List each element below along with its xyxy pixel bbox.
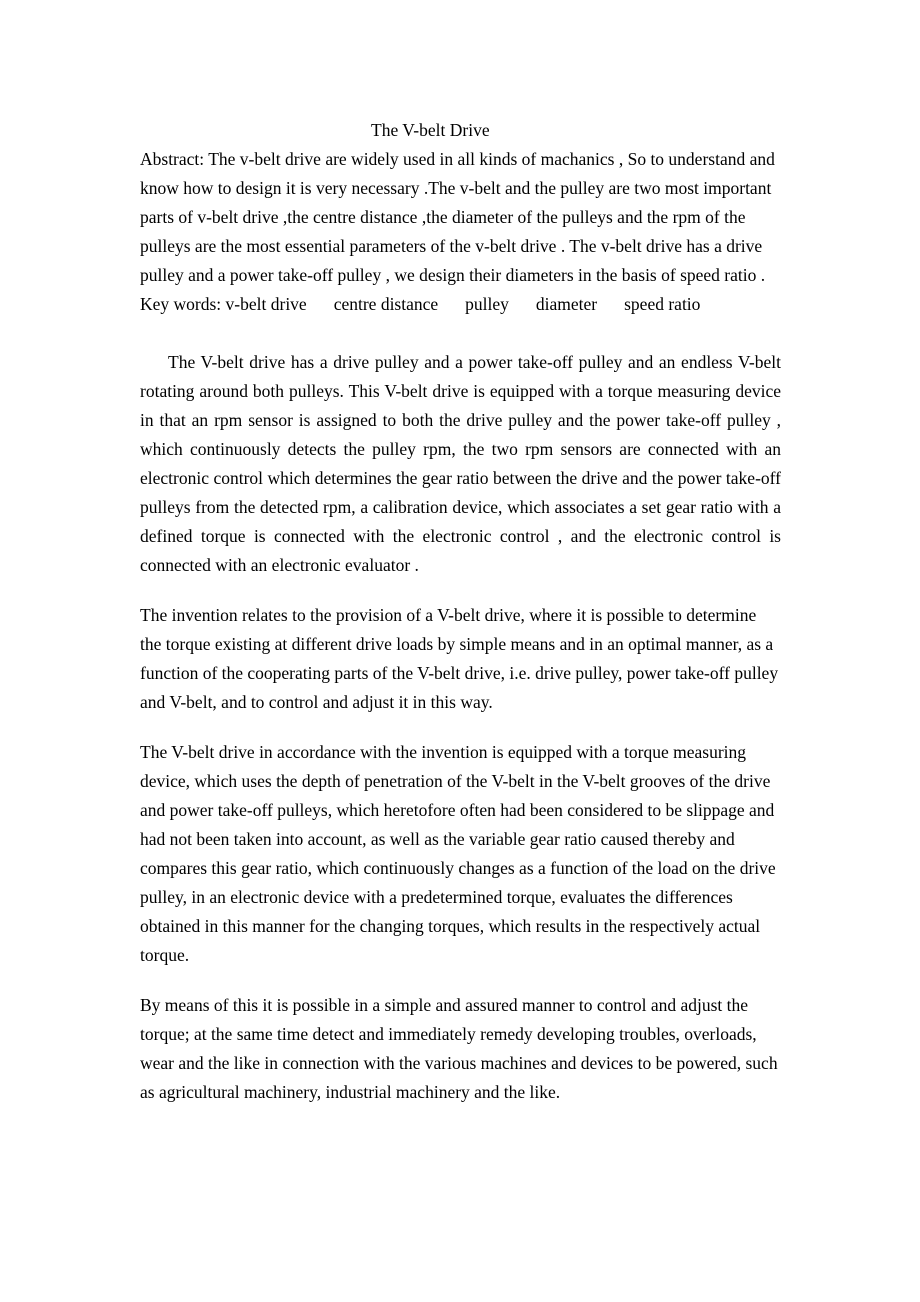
body-paragraph-2: The invention relates to the provision of a V-belt drive, where it is possible to determine the torque existing at different drive loads by simple means and in an optimal manner, as a function of the cooperating parts of the V-belt drive, i.e. drive pulley, power take-off pulley and V-belt, and to control and adjust it in this way. — [140, 605, 779, 712]
keyword-speed-ratio: speed ratio — [624, 294, 701, 314]
body-paragraph-4: By means of this it is possible in a simple and assured manner to control and adjust the torque; at the same time detect and immediately remedy developing troubles, overloads, wear and the like in connection with the various machines and devices to be powered, such as agricultural machinery, industrial machinery and the like. — [140, 995, 778, 1102]
abstract: Abstract: The v-belt drive are widely used in all kinds of machanics , So to understand and know how to design it is very necessary .The v-belt and the pulley are two most important parts of v-belt drive ,the centre distance ,the diameter of the pulleys and the rpm of the pulleys are the most essential parameters of the v-belt drive . The v-belt drive has a drive pulley and a power take-off pulley , we design their diameters in the basis of speed ratio . — [140, 149, 775, 285]
body-paragraph-1: The V-belt drive has a drive pulley and a power take-off pulley and an endless V-belt rotating around both pulleys. This V-belt drive is equipped with a torque measuring device in that an rpm sensor is assigned to both the drive pulley and the power take-off pulley , which continuously detects the pulley rpm, the two rpm sensors are connected with an electronic control which determines the gear ratio between the drive and the power take-off pulleys from the detected rpm, a calibration device, which associates a set gear ratio with a defined torque is connected with the electronic control , and the electronic control is connected with an electronic evaluator . — [140, 352, 781, 575]
body-paragraph-3: The V-belt drive in accordance with the invention is equipped with a torque measuring device, which uses the depth of penetration of the V-belt in the V-belt grooves of the drive and power take-off pulleys, which heretofore often had been considered to be slippage and had not been taken into account, as well as the variable gear ratio caused thereby and compares this gear ratio, which continuously changes as a function of the load on the drive pulley, in an electronic device with a predetermined torque, evaluates the differences obtained in this manner for the changing torques, which results in the respectively actual torque. — [140, 742, 776, 965]
keyword-pulley: pulley — [465, 294, 509, 314]
keywords-label: Key words: v-belt drive — [140, 294, 307, 314]
keyword-centre-distance: centre distance — [333, 294, 439, 314]
keyword-diameter: diameter — [535, 294, 598, 314]
document-page — [140, 116, 781, 1107]
keywords-line — [140, 290, 781, 319]
document-title: The V-belt Drive — [371, 120, 490, 140]
